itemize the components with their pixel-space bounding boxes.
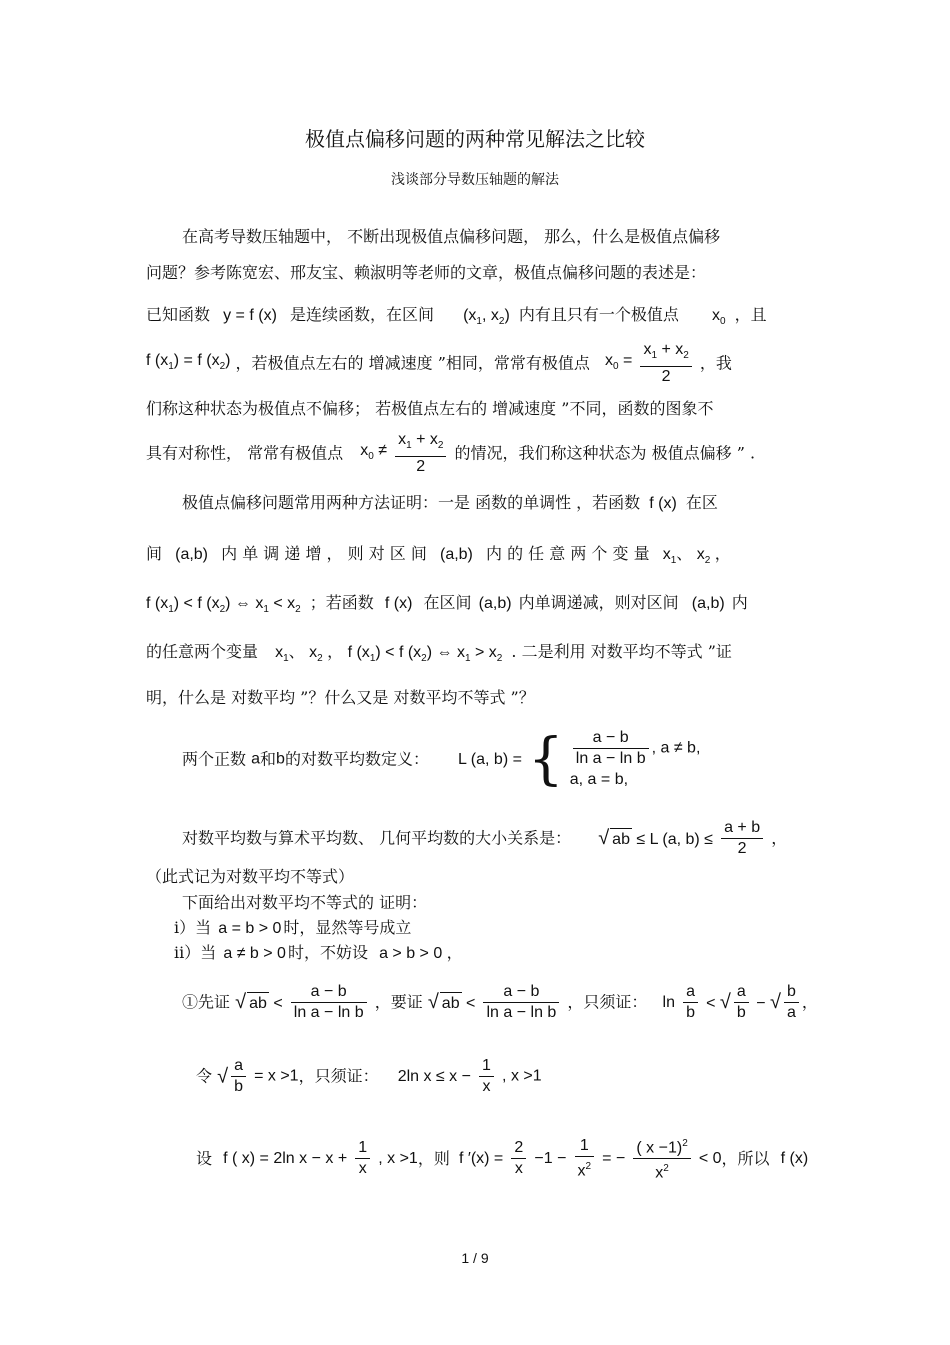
math-expr: − √ [751,990,781,1013]
proof-step2 [196,1056,542,1097]
page-subtitle: 浅谈部分导数压轴题的解法 [391,172,559,188]
math-expr: √ ab < [235,990,283,1013]
text: 已知函数 [146,305,211,324]
math-expr: = − [602,1149,626,1167]
math-expr: f $(x_1) = f$ $(x_2)$ [146,351,231,372]
math-var: b [276,750,285,768]
para2-line5: 明，什么是 对数平均 ”？什么又是 对数平均不等式 ”？ [146,688,535,707]
text: ， [771,828,788,848]
fraction: $\frac{x_1 + x_2}{2}$ [640,340,691,387]
fraction: $\frac{2}{x}$ [511,1138,526,1179]
math-expr: = x >1 [254,1067,299,1085]
text: ，则 [417,1148,450,1168]
text: ， [801,992,818,1012]
math-expr: , x >1 [502,1067,542,1085]
math-expr: ($x_1$, $x_2$) [463,307,510,328]
case2: a, a = b, [569,771,629,788]
text: 在区间 [423,593,472,612]
math-expr: −1 − [534,1149,567,1167]
math-expr: $x_0$ [711,307,726,328]
math-var: a [251,750,261,768]
text: 设 [196,1148,213,1168]
text: 内单调递减，则对区间 [518,593,679,612]
math-expr: f (x) [780,1149,809,1167]
math-expr: $x_1$、 $x_2$ ， f $(x_1) < f$ $(x_2)$ ⇔ $x_1 > x_2$ [275,644,503,665]
math-expr: y = f (x) [223,307,277,324]
fraction: $\frac{1}{x}$ [479,1056,494,1097]
cases [570,728,701,791]
math-expr: < 0 [698,1149,722,1167]
text: 间 [146,544,163,563]
math-expr: $x_0$ = [605,351,633,372]
para1-line1: 在高考导数压轴题中， 不断出现极值点偏移问题， 那么，什么是极值点偏移 [182,227,721,246]
text: ，我 [699,353,732,373]
text: ii）当 [174,943,217,962]
math-expr: √ ab < [427,990,476,1013]
text: 两个正数 [182,749,247,769]
fraction: $\frac{x_1 + x_2}{2}$ [395,430,446,477]
math-expr: < √ [706,990,731,1013]
text: 内有且只有一个极值点 [518,305,679,324]
text: ，所以 [721,1148,770,1168]
text: 具有对称性， 常常有极值点 [146,443,344,463]
case-ii [174,942,463,965]
fraction: $\frac{b}{a}$ [784,982,799,1023]
fraction: $\frac{a - b}{\text{ln a − ln b}}$ [291,982,367,1023]
text: ，要证 [374,992,423,1012]
math-expr: (a,b) [478,595,512,612]
fraction: $\frac{a - b}{\text{ln a − ln b}}$ [483,982,559,1023]
text: . 二是利用 对数平均不等式 ”证 [511,642,732,661]
text: 极值点偏移问题常用两种方法证明：一是 函数的单调性 ，若函数 [182,493,641,512]
math-expr: ln [662,993,675,1011]
proof-intro: 下面给出对数平均不等式的 证明： [182,893,428,912]
log-mean-definition [182,728,700,791]
math-expr: $x_1$、 $x_2$ ， [662,546,731,567]
text: 时，不妨设 [287,943,368,962]
case-i [174,917,411,940]
math-expr: 2ln x ≤ x − [397,1067,471,1085]
para1-line3 [146,304,767,333]
relation-note: （此式记为对数平均不等式） [146,867,355,886]
text: 对数平均数与算术平均数、 几何平均数的大小关系是： [182,828,572,848]
fraction: $\frac{a}{b}$ [734,982,749,1023]
mean-relation [182,818,787,859]
math-expr: f (x) [649,495,677,512]
proof-step3 [196,1134,808,1184]
fraction: $\frac{1}{x^2}$ [575,1136,595,1181]
text: ，只须证： [567,992,648,1012]
math-expr: (a,b) [691,595,725,612]
para1-line6 [146,430,755,477]
case1-condition: , a ≠ b, [651,739,701,757]
text: 和 [260,749,277,769]
proof-step1 [182,982,818,1023]
text: i）当 [174,918,212,937]
math-expr: (a,b) [175,546,209,563]
math-expr: f ′(x) = [458,1149,504,1167]
text: ①先证 [182,992,231,1012]
para1-line4 [146,340,732,387]
text: 是连续函数，在区间 [289,305,434,324]
math-expr: f $(x_1) < f$ $(x_2)$ ⇔ $x_1 < x_2$ [146,595,301,616]
fraction: $\frac{a}{b}$ [231,1056,246,1097]
para1-line5: 们称这种状态为极值点不偏移； 若极值点左右的 增减速度 ”不同，函数的图象不 [146,399,714,418]
fraction: $\frac{a}{b}$ [683,982,698,1023]
fraction: $\frac{1}{x}$ [355,1138,370,1179]
math-expr: a > b > 0 ， [379,945,463,962]
math-expr: (a,b) [439,546,473,563]
math-expr: f ( x) = 2ln x − x + [223,1149,348,1167]
text: 的任意两个变量 [146,642,259,661]
text: 的情况，我们称这种状态为 极值点偏移 ” . [454,443,756,463]
text: 时，显然等号成立 [283,918,412,937]
text: 内 的 任 意 两 个 变 量 [485,544,650,563]
text: 内 [731,593,748,612]
para2-line3 [146,592,748,621]
text: 令 [196,1066,213,1086]
para2-line1 [182,492,718,515]
text: 的对数平均数定义： [284,749,429,769]
text: ，只须证： [298,1066,379,1086]
math-expr: √ ab ≤ L (a, b) ≤ [598,826,713,849]
math-expr: a ≠ b > 0 [223,945,286,962]
math-expr: $x_0$ ≠ [360,441,387,462]
text: 内 单 调 递 增 ， 则 对 区 间 [221,544,427,563]
fraction: $\frac{a - b}{\text{ln a − ln b}}$ [573,728,649,769]
math-expr: , x >1 [378,1149,418,1167]
math-expr: f (x) [384,595,413,612]
fraction: $\frac{( x -1)^2}{x^2}$ [633,1134,690,1184]
text: 在区 [685,493,718,512]
para2-line2 [146,543,731,572]
math-expr: a = b > 0 [218,920,282,937]
para1-line2: 问题？参考陈宽宏、邢友宝、赖淑明等老师的文章，极值点偏移问题的表述是： [146,263,707,282]
fraction: $\frac{a + b}{2}$ [721,818,763,859]
brace-symbol: { [528,726,564,792]
text: ，且 [734,305,767,324]
text: ；若函数 [309,593,374,612]
para2-line4 [146,641,732,670]
math-expr: √ [217,1065,229,1088]
page-number: 1 / 9 [461,1250,489,1266]
math-expr: L (a, b) = [458,750,522,768]
text: ，若极值点左右的 增减速度 ”相同，常常有极值点 [235,353,590,373]
page-title: 极值点偏移问题的两种常见解法之比较 [305,127,645,151]
